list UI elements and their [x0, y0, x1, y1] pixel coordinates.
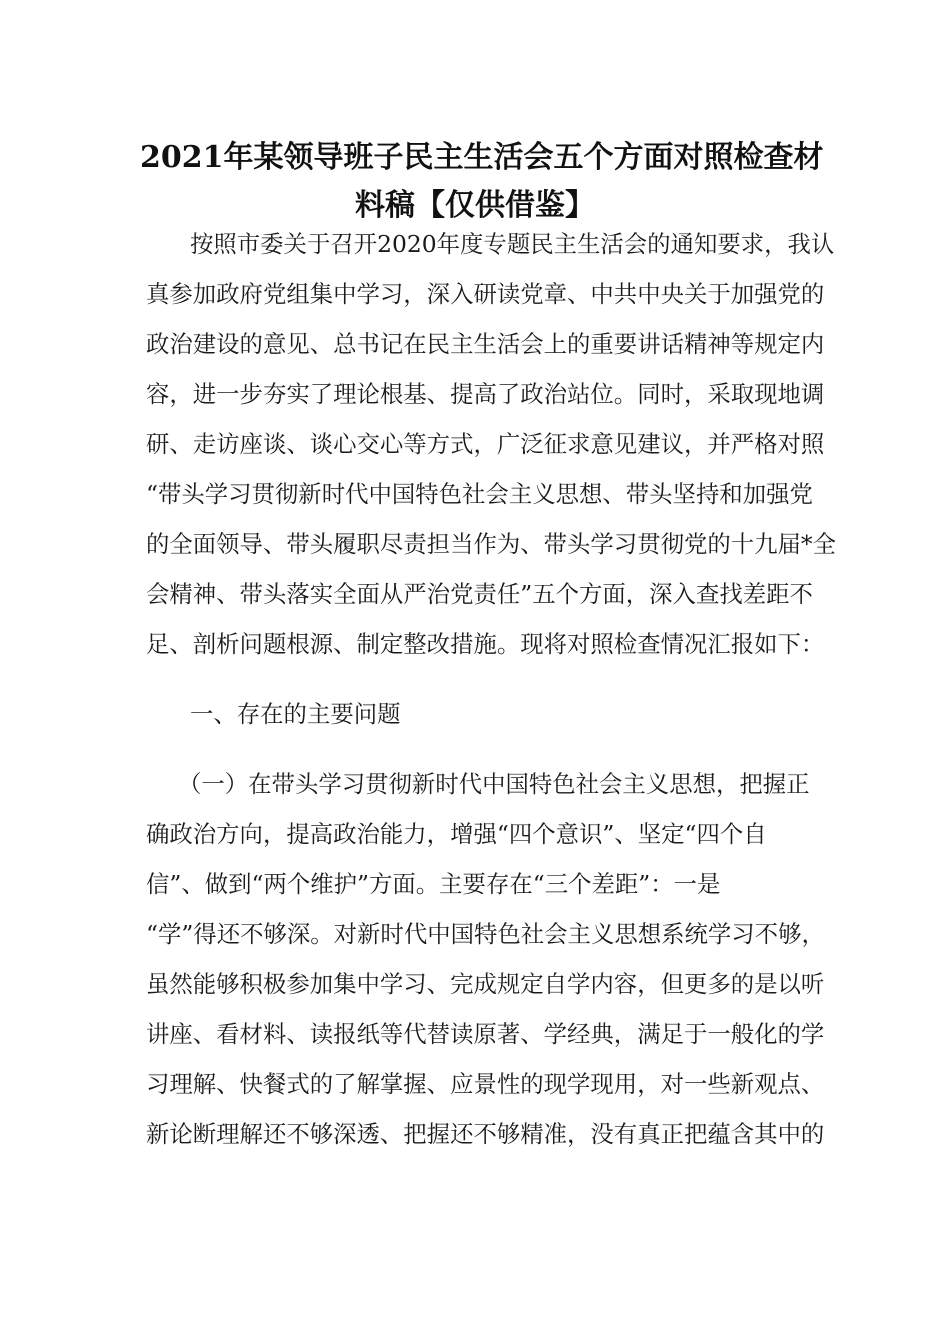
subsection-line-2: 确政治方向，提高政治能力，增强“四个意识”、坚定“四个自 [146, 820, 767, 848]
subsection-line-8: 新论断理解还不够深透、把握还不够精准，没有真正把蕴含其中的 [146, 1120, 825, 1148]
intro-line-9: 足、剖析问题根源、制定整改措施。现将对照检查情况汇报如下： [146, 630, 825, 658]
intro-line-8: 会精神、带头落实全面从严治党责任”五个方面，深入查找差距不 [146, 580, 813, 608]
intro-line-7: 的全面领导、带头履职尽责担当作为、带头学习贯彻党的十九届*全 [146, 530, 837, 558]
document-title-line-1: 2021年某领导班子民主生活会五个方面对照检查材 [140, 140, 824, 175]
document-title-line-2: 料稿【仅供借鉴】 [355, 188, 595, 223]
subsection-line-3: 信”、做到“两个维护”方面。主要存在“三个差距”：一是 [146, 870, 721, 898]
section-heading: 一、存在的主要问题 [190, 700, 401, 728]
subsection-line-1: （一）在带头学习贯彻新时代中国特色社会主义思想，把握正 [178, 770, 810, 798]
subsection-line-6: 讲座、看材料、读报纸等代替读原著、学经典，满足于一般化的学 [146, 1020, 825, 1048]
intro-line-3: 政治建设的意见、总书记在民主生活会上的重要讲话精神等规定内 [146, 330, 825, 358]
intro-line-6: “带头学习贯彻新时代中国特色社会主义思想、带头坚持和加强党 [146, 480, 813, 508]
intro-line-5: 研、走访座谈、谈心交心等方式，广泛征求意见建议，并严格对照 [146, 430, 825, 458]
subsection-line-5: 虽然能够积极参加集中学习、完成规定自学内容，但更多的是以听 [146, 970, 825, 998]
intro-line-2: 真参加政府党组集中学习，深入研读党章、中共中央关于加强党的 [146, 280, 825, 308]
subsection-line-7: 习理解、快餐式的了解掌握、应景性的现学现用，对一些新观点、 [146, 1070, 825, 1098]
subsection-line-4: “学”得还不够深。对新时代中国特色社会主义思想系统学习不够， [146, 920, 825, 948]
intro-line-1: 按照市委关于召开2020年度专题民主生活会的通知要求，我认 [190, 230, 835, 258]
intro-line-4: 容，进一步夯实了理论根基、提高了政治站位。同时，采取现地调 [146, 380, 825, 408]
